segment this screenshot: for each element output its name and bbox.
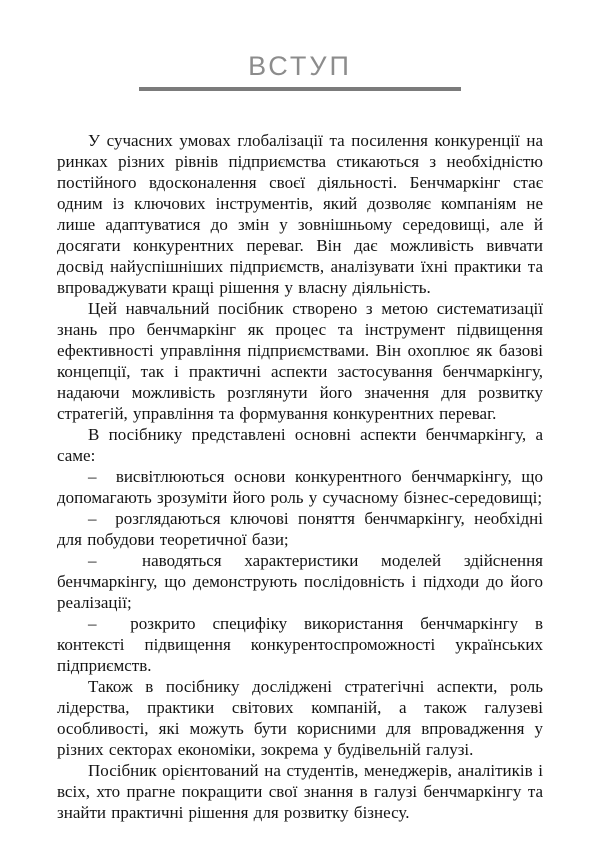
page-content: [57, 130, 543, 823]
title-underline: [139, 87, 461, 91]
page-title: ВСТУП: [248, 51, 352, 81]
paragraph-intro-2: Цей навчальний посібник створено з метою систематизації знань про бенчмаркінг як процес та інструмент підвищення ефективності управління підприємствами. Він охоплює як базові концепції, так і практичні аспекти застосування бенчмаркінгу, надаючи можливість розглянути його значення для розвитку стратегій, управління та формування конкурентних переваг.: [57, 298, 543, 423]
paragraph-also: Також в посібнику досліджені стратегічні аспекти, роль лідерства, практики світових компаній, а також галузеві особливості, які можуть бути корисними для впровадження у різних секторах економіки, зокрема у будівельній галузі.: [57, 676, 543, 759]
list-item-4: – розкрито специфіку використання бенчмаркінгу в контексті підвищення конкурентоспроможності українських підприємств.: [57, 613, 543, 675]
list-item-2: – розглядаються ключові поняття бенчмаркінгу, необхідні для побудови теоретичної бази;: [57, 508, 543, 549]
page-header: [0, 0, 600, 91]
paragraph-intro-1: У сучасних умовах глобалізації та посилення конкуренції на ринках різних рівнів підприємства стикаються з необхідністю постійного вдосконалення своєї діяльності. Бенчмаркінг стає одним із ключових інструментів, який дозволяє компаніям не лише адаптуватися до змін у зовнішньому середовищі, але й досягати конкурентних переваг. Він дає можливість вивчати досвід найуспішніших підприємств, аналізувати їхні практики та впроваджувати кращі рішення у власну діяльність.: [57, 130, 543, 297]
list-item-3: – наводяться характеристики моделей здійснення бенчмаркінгу, що демонструють послідовність і підходи до його реалізації;: [57, 550, 543, 612]
paragraph-list-lead: В посібнику представлені основні аспекти бенчмаркінгу, а саме:: [57, 424, 543, 465]
paragraph-audience: Посібник орієнтований на студентів, менеджерів, аналітиків і всіх, хто прагне покращити свої знання в галузі бенчмаркінгу та знайти практичні рішення для розвитку бізнесу.: [57, 760, 543, 822]
list-item-1: – висвітлюються основи конкурентного бенчмаркінгу, що допомагають зрозуміти його роль у сучасному бізнес-середовищі;: [57, 466, 543, 507]
